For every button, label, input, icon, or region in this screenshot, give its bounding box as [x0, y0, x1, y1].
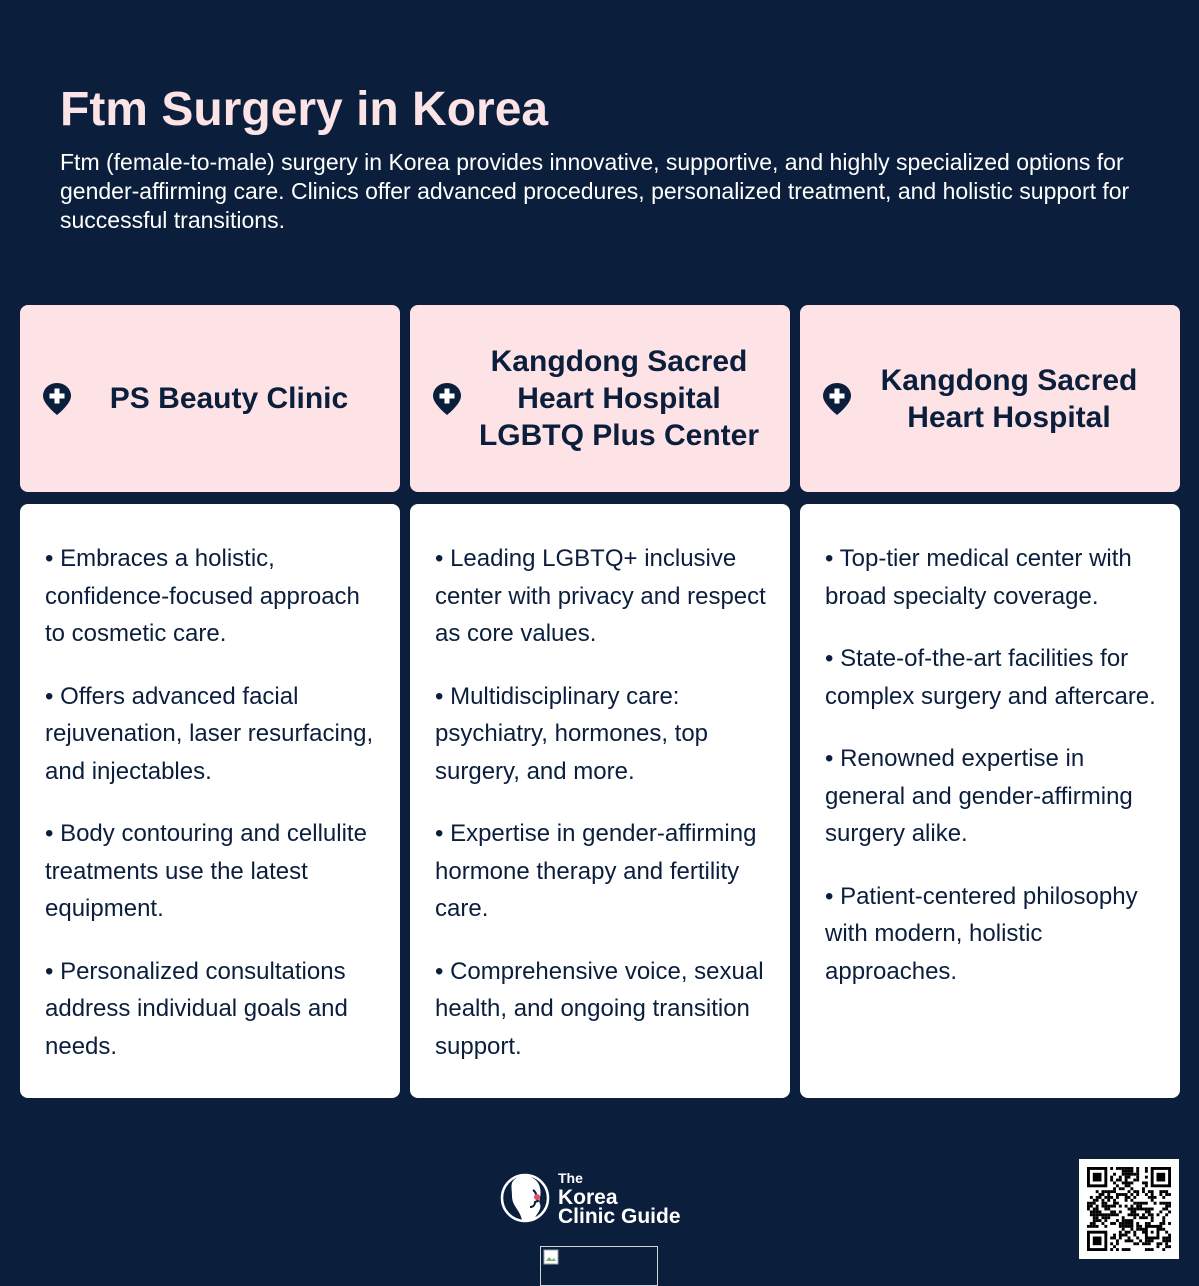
clinic-feature: • Multidisciplinary care: psychiatry, hormones, top surgery, and more. [435, 682, 709, 785]
clinic-feature: • Body contouring and cellulite treatments use the latest equipment. [45, 820, 367, 922]
logo-text-clinic-guide: Clinic Guide [558, 1204, 681, 1228]
clinic-card-body [410, 504, 790, 1098]
clinic-feature: • Comprehensive voice, sexual health, and ongoing transition support. [435, 957, 764, 1060]
clinic-feature: • Top-tier medical center with broad specialty coverage. [825, 545, 1132, 610]
clinic-card [20, 305, 400, 1060]
clinic-card [800, 305, 1180, 985]
clinic-feature: • Personalized consultations address individual goals and needs. [45, 957, 348, 1060]
location-pin-plus-icon [822, 382, 852, 416]
clinic-feature: • Offers advanced facial rejuvenation, laser resurfacing, and injectables. [45, 682, 374, 785]
clinic-card-body [20, 504, 400, 1098]
page-description: Ftm (female-to-male) surgery in Korea provides innovative, supportive, and highly specialized options for gender-affirming care. Clinics offer advanced procedures, personalized treatment, and holistic support for successful transitions. [60, 149, 1130, 233]
clinic-feature: • Renowned expertise in general and gender-affirming surgery alike. [825, 745, 1133, 847]
broken-image-icon [543, 1249, 559, 1265]
brand-logo[interactable] [500, 1168, 700, 1226]
qr-code-pattern [1087, 1167, 1171, 1251]
clinic-card-header [410, 305, 790, 492]
clinic-feature: • State-of-the-art facilities for complex surgery and aftercare. [825, 645, 1156, 710]
clinic-card-header [800, 305, 1180, 492]
clinic-feature: • Leading LGBTQ+ inclusive center with privacy and respect as core values. [435, 545, 766, 647]
clinic-name: Kangdong Sacred Heart Hospital [880, 363, 1138, 434]
clinic-card-body [800, 504, 1180, 1098]
qr-code-icon[interactable] [1079, 1159, 1179, 1259]
page-title: Ftm Surgery in Korea [60, 83, 549, 136]
face-profile-logo-icon [500, 1170, 550, 1224]
clinic-feature: • Expertise in gender-affirming hormone therapy and fertility care. [435, 820, 757, 922]
clinic-name: PS Beauty Clinic [109, 382, 349, 415]
logo-text-the: The [558, 1169, 583, 1186]
clinic-feature: • Embraces a holistic, confidence-focused approach to cosmetic care. [45, 545, 360, 647]
broken-image [540, 1246, 658, 1286]
logo-text-korea: Korea [558, 1185, 618, 1209]
location-pin-plus-icon [42, 382, 72, 416]
clinic-name: Kangdong Sacred Heart Hospital LGBTQ Plus Center [478, 345, 760, 452]
clinic-card [410, 305, 790, 1060]
clinic-card-header [20, 305, 400, 492]
location-pin-plus-icon [432, 382, 462, 416]
clinic-feature: • Patient-centered philosophy with modern, holistic approaches. [825, 882, 1138, 985]
